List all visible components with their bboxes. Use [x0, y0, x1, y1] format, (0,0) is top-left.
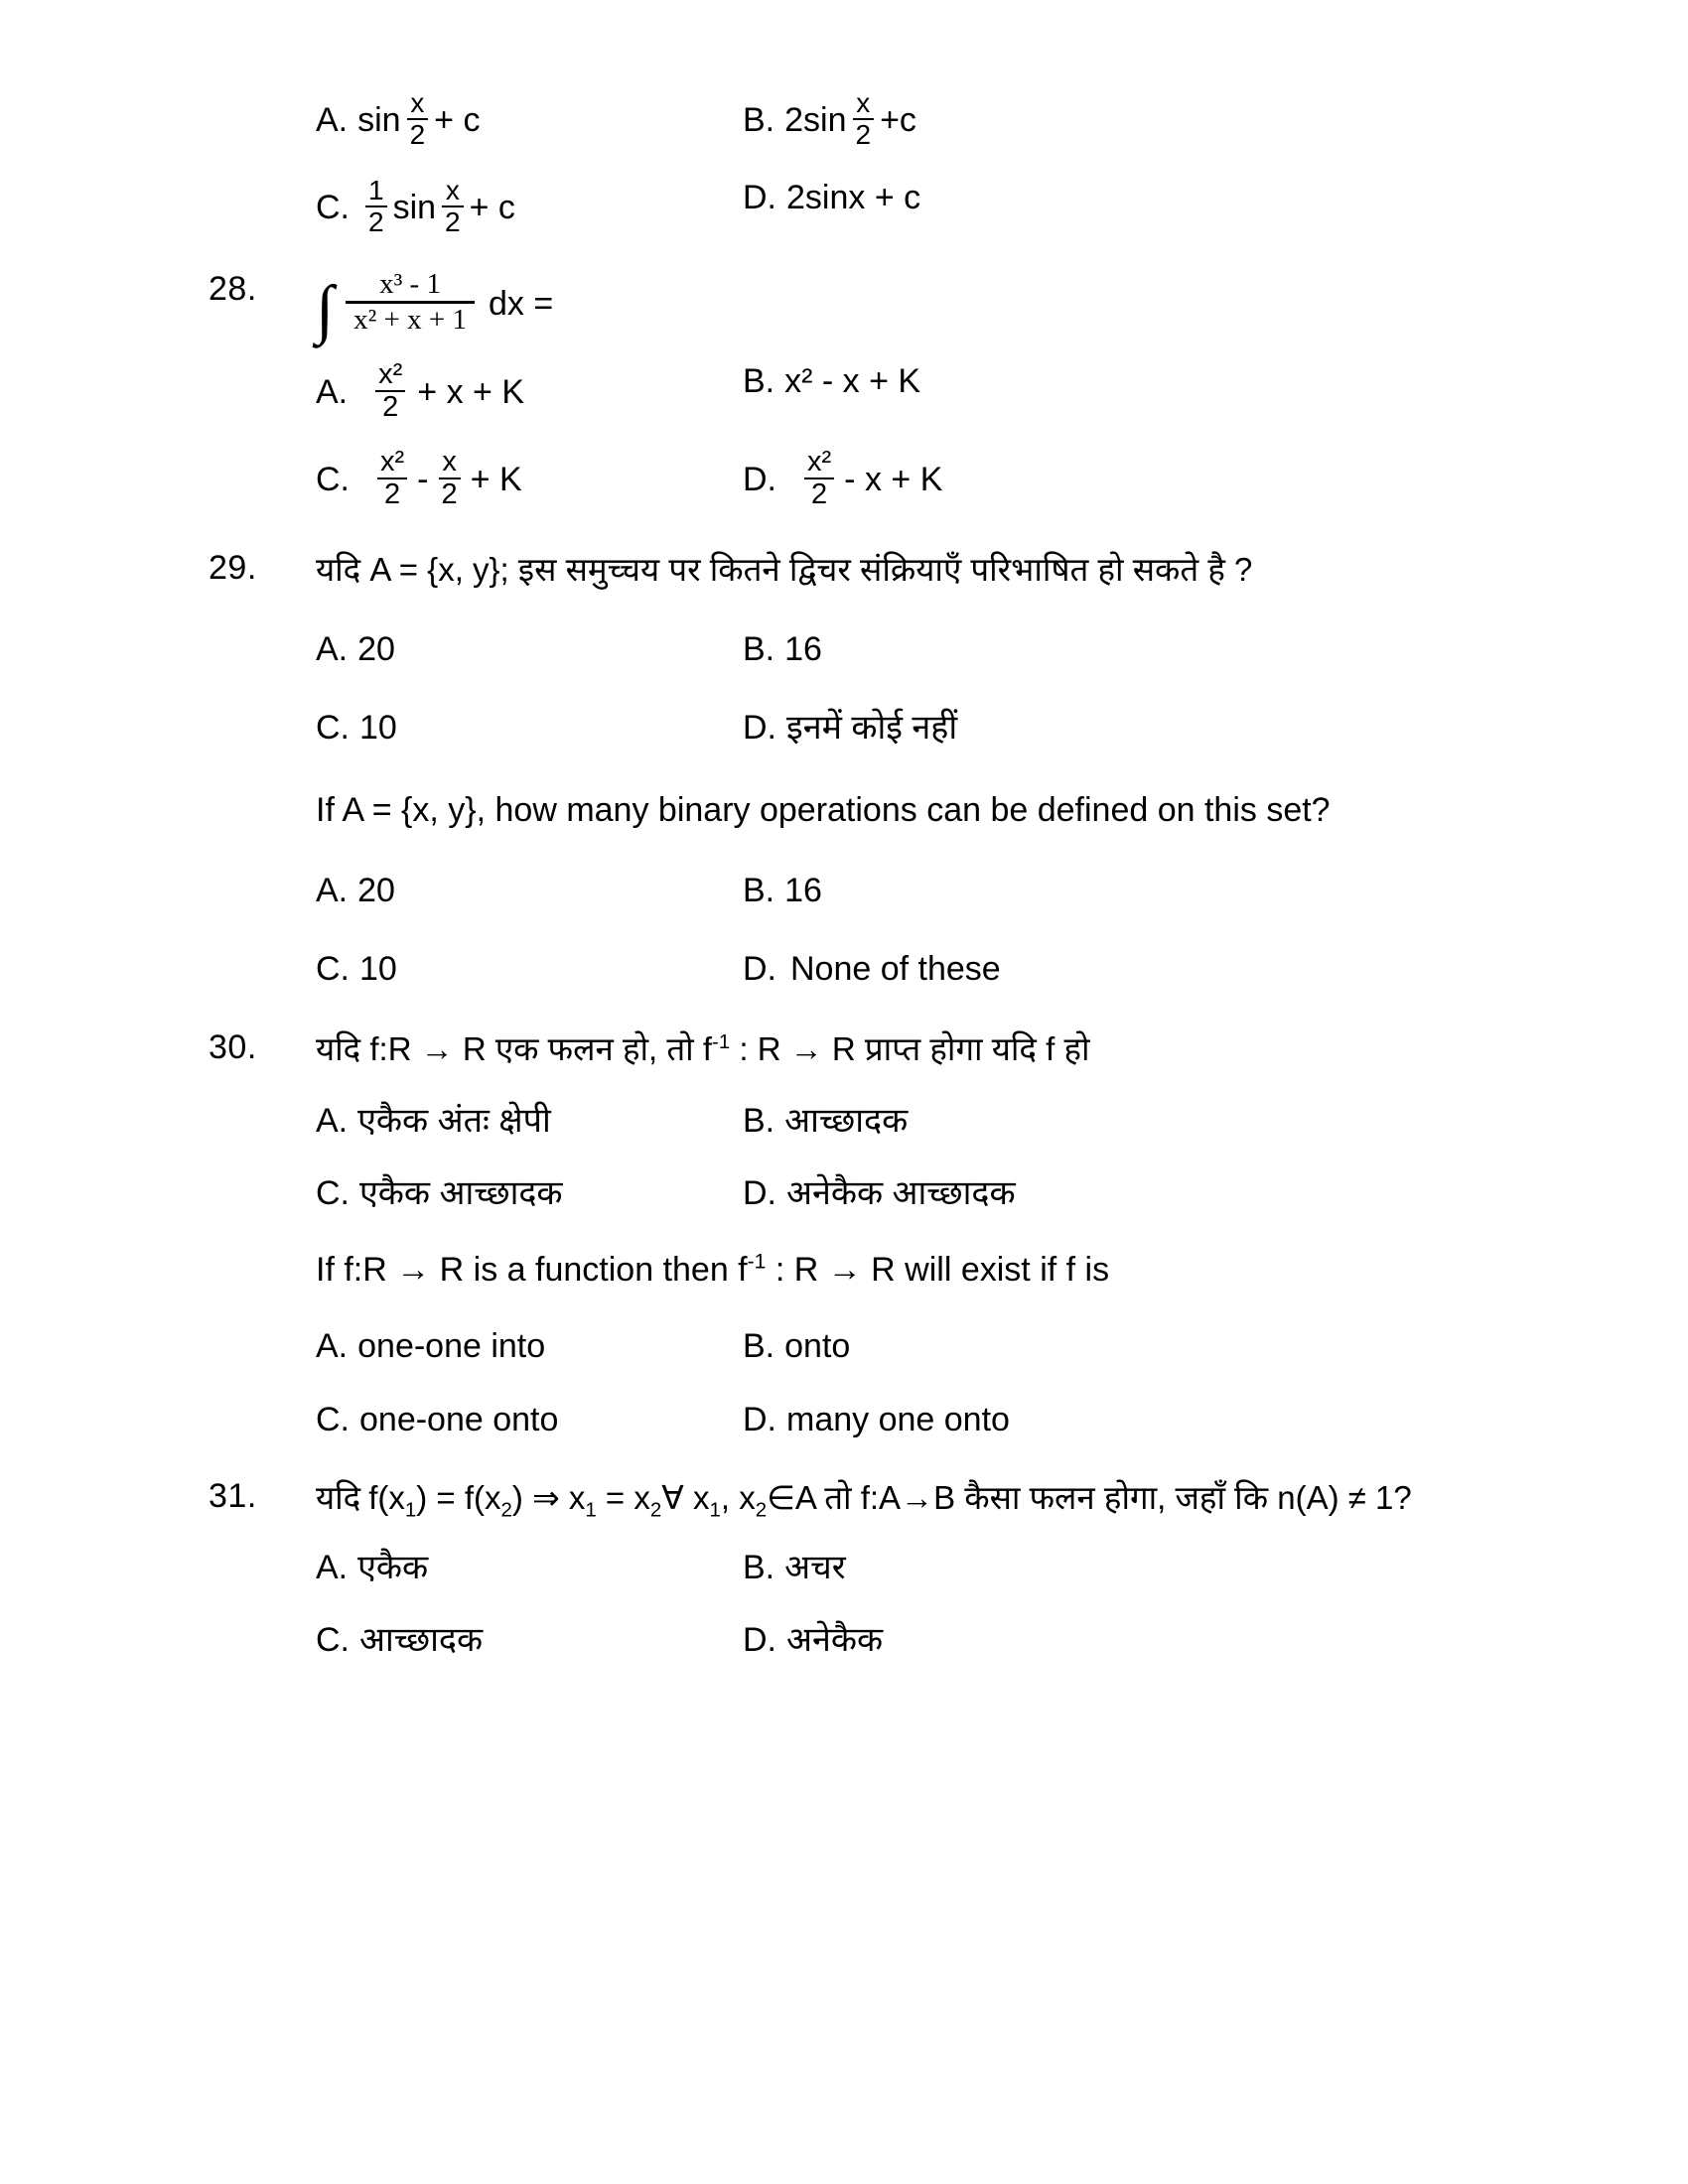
tail-token: + c — [469, 189, 515, 227]
option-label: A. — [316, 101, 349, 140]
question-stem-hindi: यदि A = {x, y}; इस समुच्चय पर कितने द्विचर संक्रियाएँ परिभाषित हो सकते है ? — [316, 551, 1253, 588]
option-text: 20 — [357, 629, 395, 668]
question-30-english-stem-row — [0, 1251, 1688, 1290]
option-b[interactable] — [743, 1549, 1358, 1587]
option-label: B. — [743, 629, 775, 668]
option-expression — [798, 446, 943, 511]
option-text: एकैक अंतः क्षेपी — [357, 1102, 551, 1141]
option-text: many one onto — [786, 1400, 1010, 1438]
option-label: B. — [743, 872, 775, 910]
question-28-options-row-1 — [0, 358, 1688, 424]
option-text: 16 — [784, 629, 822, 668]
fraction-denominator: 2 — [407, 118, 429, 149]
option-d[interactable] — [743, 950, 1358, 989]
option-expression — [359, 175, 515, 238]
stem-part-1: यदि f:R → R एक फलन हो, तो f — [316, 1030, 713, 1068]
fraction-numerator: x — [410, 87, 425, 118]
question-29-english-options-row-1 — [0, 872, 1688, 910]
fraction-x2-over-2 — [377, 448, 407, 509]
option-b[interactable] — [743, 630, 1358, 669]
option-label: A. — [316, 1102, 349, 1141]
inverse-exponent: -1 — [747, 1251, 767, 1275]
question-number: 29. — [209, 549, 257, 587]
forall-token: ∀ x — [661, 1478, 710, 1516]
integrand-fraction — [346, 270, 475, 335]
option-d[interactable] — [743, 1174, 1358, 1213]
option-d[interactable] — [743, 1621, 1358, 1660]
option-label: D. — [743, 709, 776, 748]
question-27-options-row-2 — [0, 175, 1688, 238]
option-text: अचर — [784, 1548, 846, 1586]
option-label: D. — [743, 1620, 776, 1659]
question-stem-hindi — [316, 1030, 1688, 1068]
option-label: C. — [316, 950, 350, 989]
option-c[interactable] — [316, 175, 743, 238]
stem-part-2: : R → R will exist if f is — [766, 1251, 1110, 1290]
option-c[interactable] — [316, 709, 743, 748]
option-label: C. — [316, 461, 350, 499]
option-b[interactable] — [743, 872, 1358, 910]
in-a-token: ∈A तो f:A→B कैसा फलन होगा, जहाँ कि — [767, 1478, 1278, 1516]
option-label: B. — [743, 1327, 775, 1366]
fraction-denominator: 2 — [442, 205, 464, 236]
fraction-denominator: 2 — [377, 478, 407, 509]
fraction-numerator: x² — [380, 446, 405, 478]
option-d[interactable] — [743, 709, 1358, 748]
option-text: one-one into — [357, 1327, 546, 1366]
question-29 — [0, 551, 1688, 589]
fraction-x2-over-2 — [804, 448, 834, 509]
two-sin-token: 2sin — [784, 101, 847, 140]
option-b[interactable] — [743, 87, 1358, 151]
fraction-denominator: 2 — [853, 118, 875, 149]
stem-part-1: If f:R → R is a function then f — [316, 1251, 748, 1290]
fraction-x-over-2 — [407, 89, 429, 149]
option-a[interactable] — [316, 1102, 743, 1141]
option-c[interactable] — [316, 950, 743, 989]
option-label: B. — [743, 362, 775, 400]
option-label: D. — [743, 950, 776, 989]
fraction-denominator: 2 — [365, 205, 387, 236]
option-a[interactable] — [316, 87, 743, 151]
fraction-denominator: 2 — [439, 478, 461, 509]
question-stem-english — [316, 1251, 1109, 1290]
option-text: 16 — [784, 872, 822, 910]
option-label: C. — [316, 1400, 350, 1438]
fraction-one-over-2 — [365, 177, 387, 236]
fraction-x-over-2 — [853, 89, 875, 149]
option-a[interactable] — [316, 630, 743, 669]
implies-token: ) ⇒ x — [511, 1478, 586, 1516]
integral-sign: ∫ — [316, 273, 335, 346]
option-text: एकैक — [357, 1548, 429, 1586]
option-a[interactable] — [316, 1549, 743, 1587]
fraction-denominator: x² + x + 1 — [346, 301, 475, 335]
option-label: D. — [743, 1400, 776, 1438]
question-stem — [316, 268, 1688, 346]
fraction-denominator: 2 — [804, 478, 834, 509]
question-28-options-row-2 — [0, 446, 1688, 511]
option-text: x² - x + K — [784, 362, 921, 400]
subscript-one: 1 — [585, 1498, 597, 1522]
stem-part-2: : R → R प्राप्त होगा यदि f हो — [730, 1030, 1090, 1068]
option-c[interactable] — [316, 1401, 743, 1439]
option-text: None of these — [790, 950, 1001, 989]
subscript-one: 1 — [404, 1498, 417, 1522]
option-label: D. — [743, 179, 776, 216]
option-label: C. — [316, 709, 350, 748]
comma-token: , x — [720, 1478, 756, 1516]
option-b[interactable] — [743, 1102, 1358, 1141]
question-stem-english: If A = {x, y}, how many binary operations can be defined on this set? — [316, 791, 1331, 830]
fraction-numerator: x — [445, 175, 460, 205]
option-label: A. — [316, 872, 349, 910]
option-expression — [371, 446, 522, 511]
option-label: D. — [743, 461, 776, 499]
question-number: 28. — [209, 270, 257, 308]
tail-token: + K — [470, 461, 522, 499]
option-b[interactable] — [743, 1327, 1358, 1366]
option-label: C. — [316, 189, 350, 227]
tail-token: - x + K — [844, 461, 943, 499]
option-c[interactable] — [316, 1621, 743, 1660]
option-text: onto — [784, 1327, 851, 1366]
minus-token: - — [417, 461, 429, 499]
option-d[interactable] — [743, 179, 1358, 217]
option-label: A. — [316, 1327, 349, 1366]
option-expression — [784, 87, 916, 151]
tail-token: + c — [434, 101, 481, 140]
option-d[interactable] — [743, 446, 1358, 511]
fraction-numerator: 1 — [368, 175, 384, 205]
integral-expression — [316, 268, 1688, 346]
question-29-hindi-options-row-2 — [0, 709, 1688, 748]
tail-token: +c — [880, 101, 916, 140]
subscript-two: 2 — [755, 1498, 768, 1522]
option-b[interactable] — [743, 362, 1358, 401]
option-expression — [357, 87, 481, 151]
option-label: D. — [743, 1174, 776, 1213]
question-29-english-options-row-2 — [0, 950, 1688, 989]
option-label: A. — [316, 1548, 349, 1586]
fraction-numerator: x² — [378, 358, 403, 390]
question-30-hindi-options-row-1 — [0, 1102, 1688, 1141]
fraction-numerator: x — [856, 87, 871, 118]
tail-token: + x + K — [417, 373, 525, 412]
option-label: B. — [743, 1102, 775, 1141]
fraction-numerator: x — [442, 446, 457, 478]
fraction-x-over-2 — [442, 177, 464, 236]
option-d[interactable] — [743, 1401, 1358, 1439]
question-28 — [0, 268, 1688, 346]
fraction-numerator: x³ - 1 — [379, 268, 441, 300]
inverse-exponent: -1 — [712, 1030, 731, 1054]
option-c[interactable] — [316, 446, 743, 511]
question-29-hindi-options-row-1 — [0, 630, 1688, 669]
option-label: B. — [743, 1548, 775, 1586]
option-text: 20 — [357, 872, 395, 910]
subscript-two: 2 — [649, 1498, 662, 1522]
fraction-x-over-2 — [439, 448, 461, 509]
option-label: C. — [316, 1620, 350, 1659]
option-expression — [369, 358, 525, 424]
option-label: C. — [316, 1174, 350, 1213]
option-text: अनेकैक आच्छादक — [786, 1174, 1016, 1213]
option-label: B. — [743, 101, 775, 140]
question-27-options-row-1 — [0, 87, 1688, 151]
question-31-hindi-options-row-2 — [0, 1621, 1688, 1660]
question-30-hindi-options-row-2 — [0, 1174, 1688, 1213]
question-31 — [0, 1476, 1688, 1522]
cardinality-token: n(A) ≠ 1? — [1277, 1478, 1412, 1516]
option-label: A. — [316, 373, 349, 412]
fraction-denominator: 2 — [375, 390, 405, 422]
option-text: अनेकैक — [786, 1620, 884, 1659]
fraction-x2-over-2 — [375, 360, 405, 422]
sin-token: sin — [392, 189, 437, 227]
question-number: 31. — [209, 1476, 257, 1515]
option-text: one-one onto — [359, 1400, 559, 1438]
equals-token: = x — [596, 1478, 650, 1516]
subscript-one: 1 — [709, 1498, 721, 1522]
option-c[interactable] — [316, 1174, 743, 1213]
fraction-numerator: x² — [807, 446, 832, 478]
option-text: 10 — [359, 709, 397, 748]
option-text: एकैक आच्छादक — [359, 1174, 563, 1213]
sin-token: sin — [357, 101, 401, 140]
option-a[interactable] — [316, 1327, 743, 1366]
question-stem-hindi — [316, 1478, 1688, 1522]
yadi-token: यदि — [316, 1478, 361, 1516]
subscript-two: 2 — [500, 1498, 512, 1522]
option-text: आच्छादक — [784, 1102, 909, 1141]
option-text: आच्छादक — [359, 1620, 484, 1659]
question-30-english-options-row-1 — [0, 1327, 1688, 1366]
f-open: f(x — [368, 1478, 405, 1516]
question-number: 30. — [209, 1028, 257, 1067]
question-29-english-stem-row — [0, 791, 1688, 830]
question-30 — [0, 1030, 1688, 1068]
close-eq: ) = f(x — [416, 1478, 501, 1516]
option-a[interactable] — [316, 872, 743, 910]
question-31-hindi-options-row-1 — [0, 1549, 1688, 1587]
option-a[interactable] — [316, 358, 743, 424]
option-text: इनमें कोई नहीं — [786, 709, 958, 748]
dx-equals: dx = — [489, 284, 554, 323]
option-text: 2sinx + c — [786, 179, 921, 216]
option-label: A. — [316, 629, 349, 668]
option-text: 10 — [359, 950, 397, 989]
question-30-english-options-row-2 — [0, 1401, 1688, 1439]
